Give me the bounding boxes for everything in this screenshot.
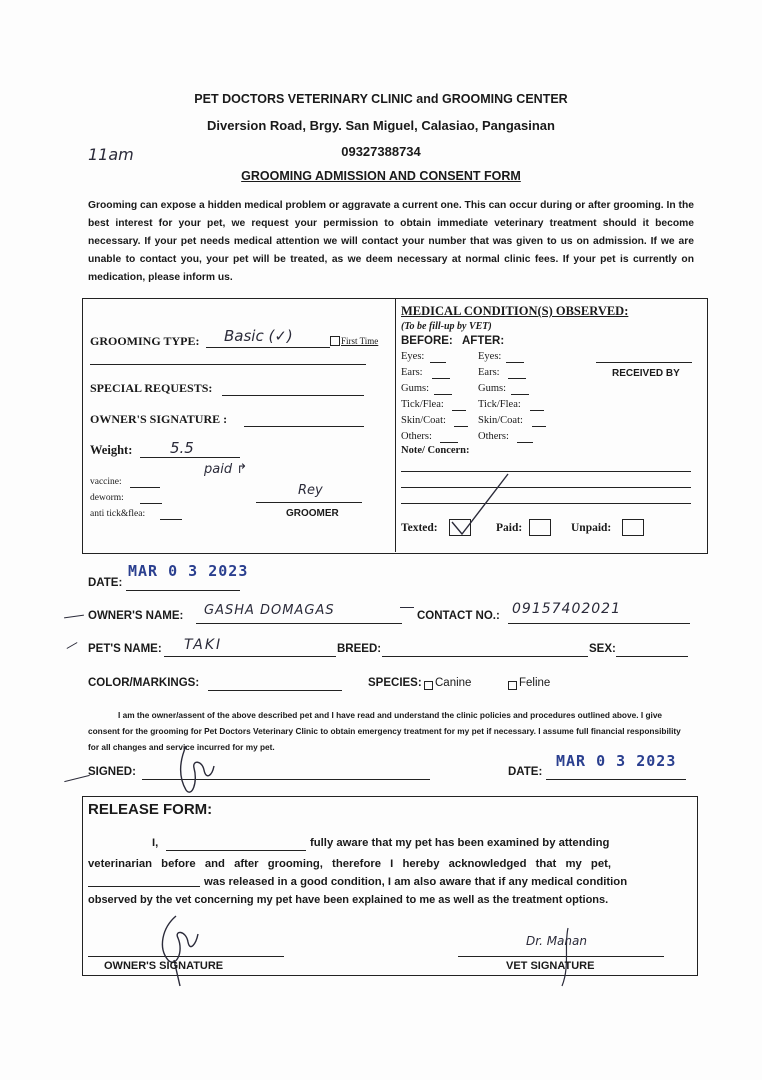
release-line4: observed by the vet concerning my pet have been explained to me as well as the treatment options. [88,894,609,906]
date-stamp: MAR 0 3 2023 [128,562,249,580]
after-eyes: Eyes: [478,351,502,362]
release-i: I, [152,837,159,849]
breed-label: BREED: [337,643,382,655]
contact-value: 09157402021 [512,601,621,617]
medical-subtitle: (To be fill-up by VET) [401,321,492,332]
grooming-type-label: GROOMING TYPE: [90,334,200,348]
signed-date-stamp: MAR 0 3 2023 [556,752,677,770]
paid-checkbox[interactable] [529,519,551,536]
release-owner-signature-icon [146,908,206,988]
release-line1: fully aware that my pet has been examined by attending [310,837,610,849]
vet-signature-text: Dr. Manan [526,934,587,948]
first-time-label: First Time [341,336,379,346]
signed-label: SIGNED: [88,766,136,778]
unpaid-label: Unpaid: [571,522,612,534]
unpaid-checkbox[interactable] [622,519,644,536]
feline-label: Feline [519,677,551,689]
owner-name-value: GASHA DOMAGAS [204,603,335,618]
release-line2: veterinarian before and after grooming, therefore I hereby acknowledged that my pet, [88,858,611,870]
received-by-label: RECEIVED BY [612,368,680,379]
medical-title: MEDICAL CONDITION(S) OBSERVED: [401,304,629,318]
canine-checkbox[interactable] [424,681,433,690]
after-skin-coat: Skin/Coat: [478,415,523,426]
handwritten-time: 11am [88,145,134,164]
before-gums: Gums: [401,383,430,394]
contact-label: CONTACT NO.: [417,610,500,622]
species-label: SPECIES: [368,677,422,689]
weight-value: 5.5 [170,439,194,457]
special-requests-label: SPECIAL REQUESTS: [90,381,213,395]
owner-signature-label: OWNER'S SIGNATURE : [90,412,228,426]
owner-signature-scribble-icon [172,738,220,800]
before-skin-coat: Skin/Coat: [401,415,446,426]
color-markings-label: COLOR/MARKINGS: [88,677,200,689]
clinic-address: Diversion Road, Brgy. San Miguel, Calasiao, Pangasinan [207,118,555,133]
after-tick-flea: Tick/Flea: [478,399,521,410]
groomer-signature: Rey [298,483,323,498]
weight-label: Weight: [90,443,133,457]
release-line3: was released in a good condition, I am also aware that if any medical condition [204,876,628,888]
vet-signature-stroke-icon [556,926,576,990]
note-concern-label: Note/ Concern: [401,445,470,456]
clinic-phone: 09327388734 [341,144,421,159]
vaccine-label: vaccine: [90,477,122,487]
release-title: RELEASE FORM: [88,801,213,818]
signed-date-label: DATE: [508,766,543,778]
deworm-label: deworm: [90,493,124,503]
after-ears: Ears: [478,367,500,378]
sex-label: SEX: [589,643,616,655]
intro-paragraph: Grooming can expose a hidden medical problem or aggravate a current one. This can occur during or after grooming. In the best interest for your pet, we request your permission to obtain immediate veterinary treatment should it become necessary. If your pet needs medical attention we will contact your number that was given to us on admission. If we are unable to contact you, your pet will be treated, as we deem necessary at normal clinic fees. If your pet is currently on medication, please inform us. [88,200,694,283]
before-others: Others: [401,431,432,442]
paid-label: Paid: [496,522,523,534]
before-tick-flea: Tick/Flea: [401,399,444,410]
owner-signature-release-label: OWNER'S SIGNATURE [104,960,224,972]
form-title: GROOMING ADMISSION AND CONSENT FORM [241,169,521,183]
after-others: Others: [478,431,509,442]
texted-label: Texted: [401,522,438,534]
feline-checkbox[interactable] [508,681,517,690]
pet-name-value: TAKI [184,637,223,653]
consent-paragraph: I am the owner/assent of the above described pet and I have read and understand the clinic policies and procedures outlined above. I give consent for the grooming for Pet Doctors Veterinary Clinic to obtain emergency treatment for my pet if necessary. I assume full financial responsibility for all changes and service incurred for my pet. [88,710,681,752]
canine-label: Canine [435,677,472,689]
anti-tick-label: anti tick&flea: [90,509,146,519]
grooming-type-value: Basic (✓) [224,327,293,345]
pet-name-label: PET'S NAME: [88,643,162,655]
before-ears: Ears: [401,367,423,378]
date-label: DATE: [88,577,123,589]
owner-name-label: OWNER'S NAME: [88,610,184,622]
before-label: BEFORE: [401,335,453,347]
box-divider [395,298,396,552]
paid-note: paid ↱ [204,462,248,477]
vet-signature-label: VET SIGNATURE [506,960,595,972]
after-label: AFTER: [462,335,505,347]
before-eyes: Eyes: [401,351,425,362]
first-time-checkbox[interactable] [330,336,340,346]
clinic-name: PET DOCTORS VETERINARY CLINIC and GROOMING CENTER [194,92,568,106]
after-gums: Gums: [478,383,507,394]
groomer-label: GROOMER [286,508,339,519]
